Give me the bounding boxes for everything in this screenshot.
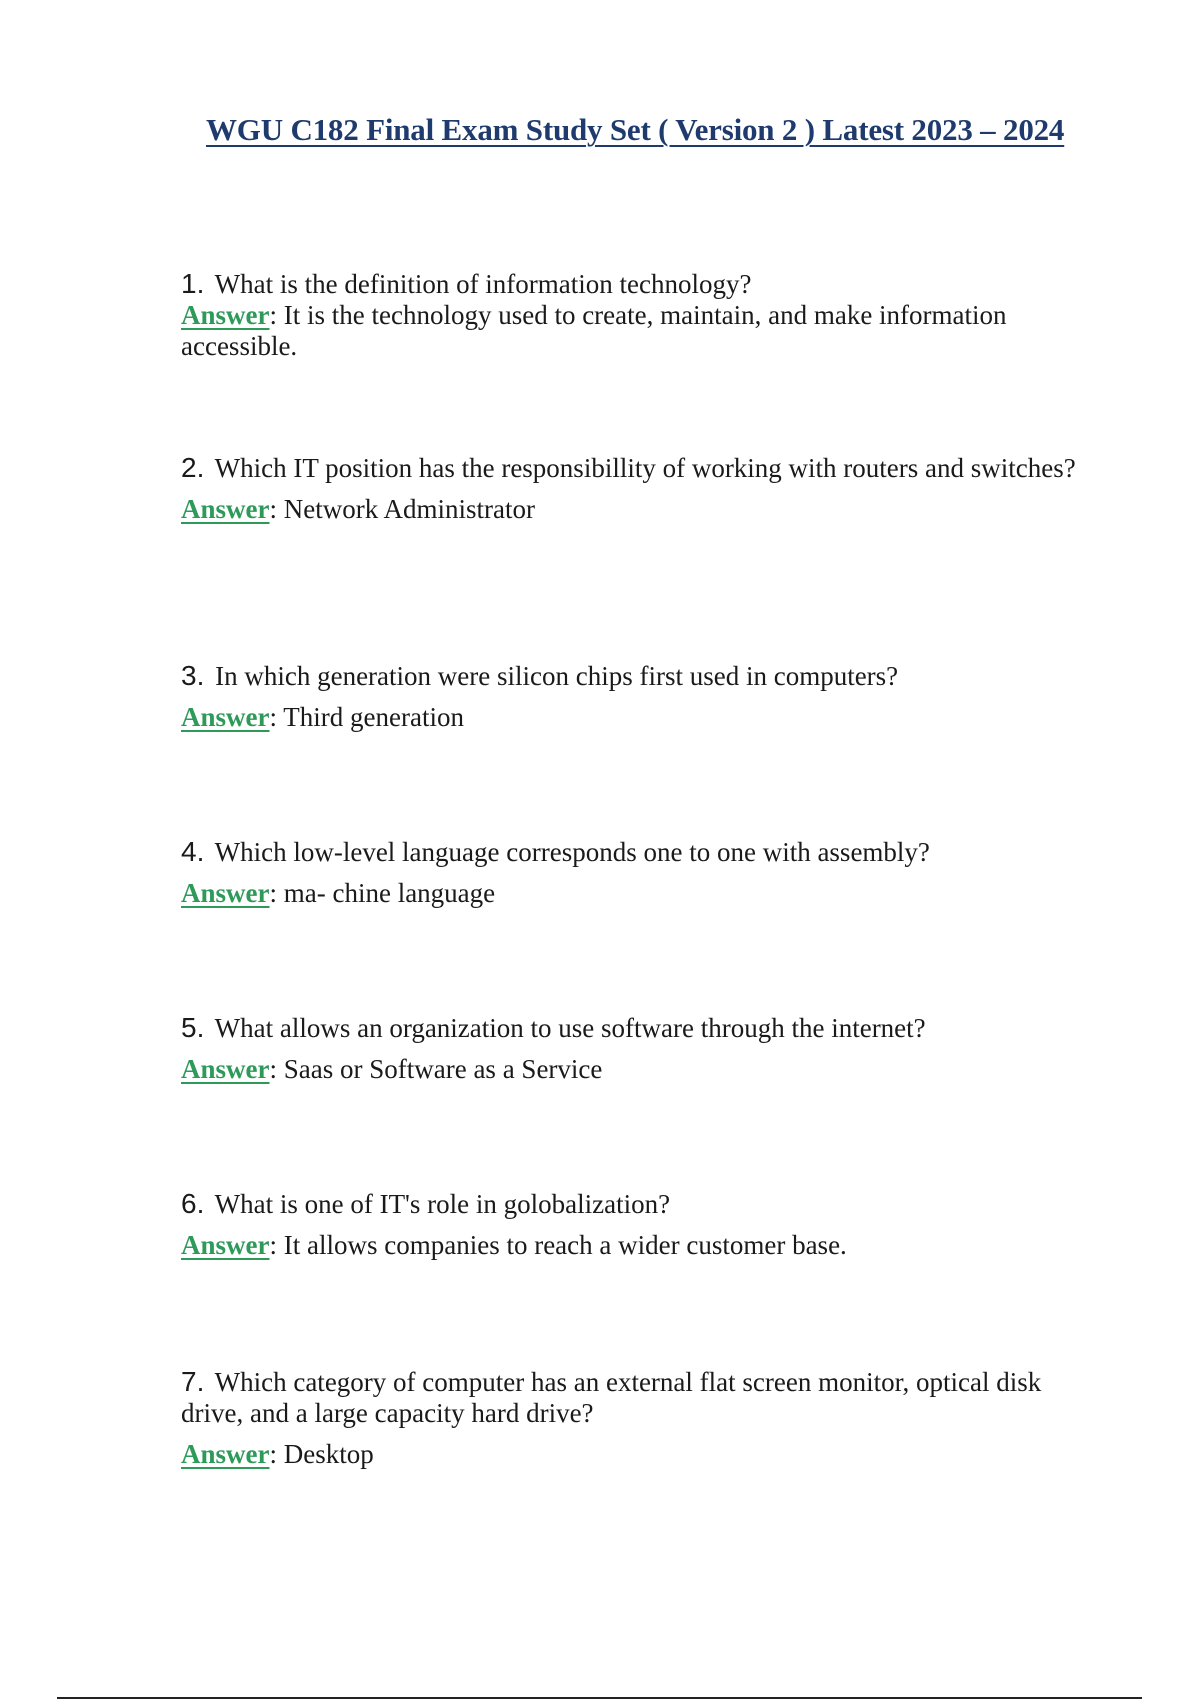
answer-label: Answer: [181, 494, 270, 524]
answer-5: [181, 1054, 1081, 1085]
answer-label: Answer: [181, 878, 270, 908]
question-text: Which category of computer has an external flat screen monitor, optical disk drive, and a large capacity hard drive?: [181, 1367, 1042, 1428]
question-number: 3.: [181, 660, 205, 691]
question-text: In which generation were silicon chips first used in computers?: [215, 661, 899, 691]
qa-item-4: [181, 836, 1081, 909]
question-text: What is the definition of information technology?: [214, 269, 752, 299]
question-5: [181, 1012, 1081, 1044]
answer-7: [181, 1439, 1081, 1470]
qa-item-3: [181, 660, 1081, 733]
question-7: [181, 1366, 1081, 1429]
question-3: [181, 660, 1081, 692]
question-text: Which low-level language corresponds one to one with assembly?: [214, 837, 930, 867]
question-text: Which IT position has the responsibillity of working with routers and switches?: [214, 453, 1076, 483]
question-number: 5.: [181, 1012, 205, 1043]
answer-text: : Desktop: [269, 1439, 374, 1469]
question-text: What is one of IT's role in golobalization?: [214, 1189, 671, 1219]
question-text: What allows an organization to use software through the internet?: [214, 1013, 926, 1043]
qa-item-6: [181, 1188, 1081, 1261]
answer-label: Answer: [181, 300, 270, 330]
answer-2: [181, 494, 1081, 525]
answer-text: : It is the technology used to create, maintain, and make information accessible.: [181, 300, 1007, 361]
answer-label: Answer: [181, 1439, 270, 1469]
qa-item-1: [181, 268, 1081, 362]
question-number: 7.: [181, 1366, 205, 1397]
answer-text: : Third generation: [269, 702, 464, 732]
answer-text: : ma- chine language: [269, 878, 496, 908]
page-title: WGU C182 Final Exam Study Set ( Version 2 ) Latest 2023 – 2024: [206, 112, 1065, 147]
answer-text: : Network Administrator: [269, 494, 535, 524]
question-4: [181, 836, 1081, 868]
qa-item-5: [181, 1012, 1081, 1085]
answer-4: [181, 878, 1081, 909]
question-number: 6.: [181, 1188, 205, 1219]
answer-label: Answer: [181, 702, 270, 732]
answer-text: : Saas or Software as a Service: [269, 1054, 603, 1084]
question-2: [181, 452, 1081, 484]
answer-label: Answer: [181, 1230, 270, 1260]
question-number: 1.: [181, 268, 205, 299]
question-1: [181, 268, 1081, 300]
qa-item-7: [181, 1366, 1081, 1470]
question-6: [181, 1188, 1081, 1220]
footer-divider: [57, 1697, 1142, 1699]
answer-6: [181, 1230, 1081, 1261]
answer-1: [181, 300, 1081, 362]
answer-text: : It allows companies to reach a wider customer base.: [269, 1230, 847, 1260]
qa-item-2: [181, 452, 1081, 525]
question-number: 2.: [181, 452, 205, 483]
question-number: 4.: [181, 836, 205, 867]
answer-label: Answer: [181, 1054, 270, 1084]
answer-3: [181, 702, 1081, 733]
